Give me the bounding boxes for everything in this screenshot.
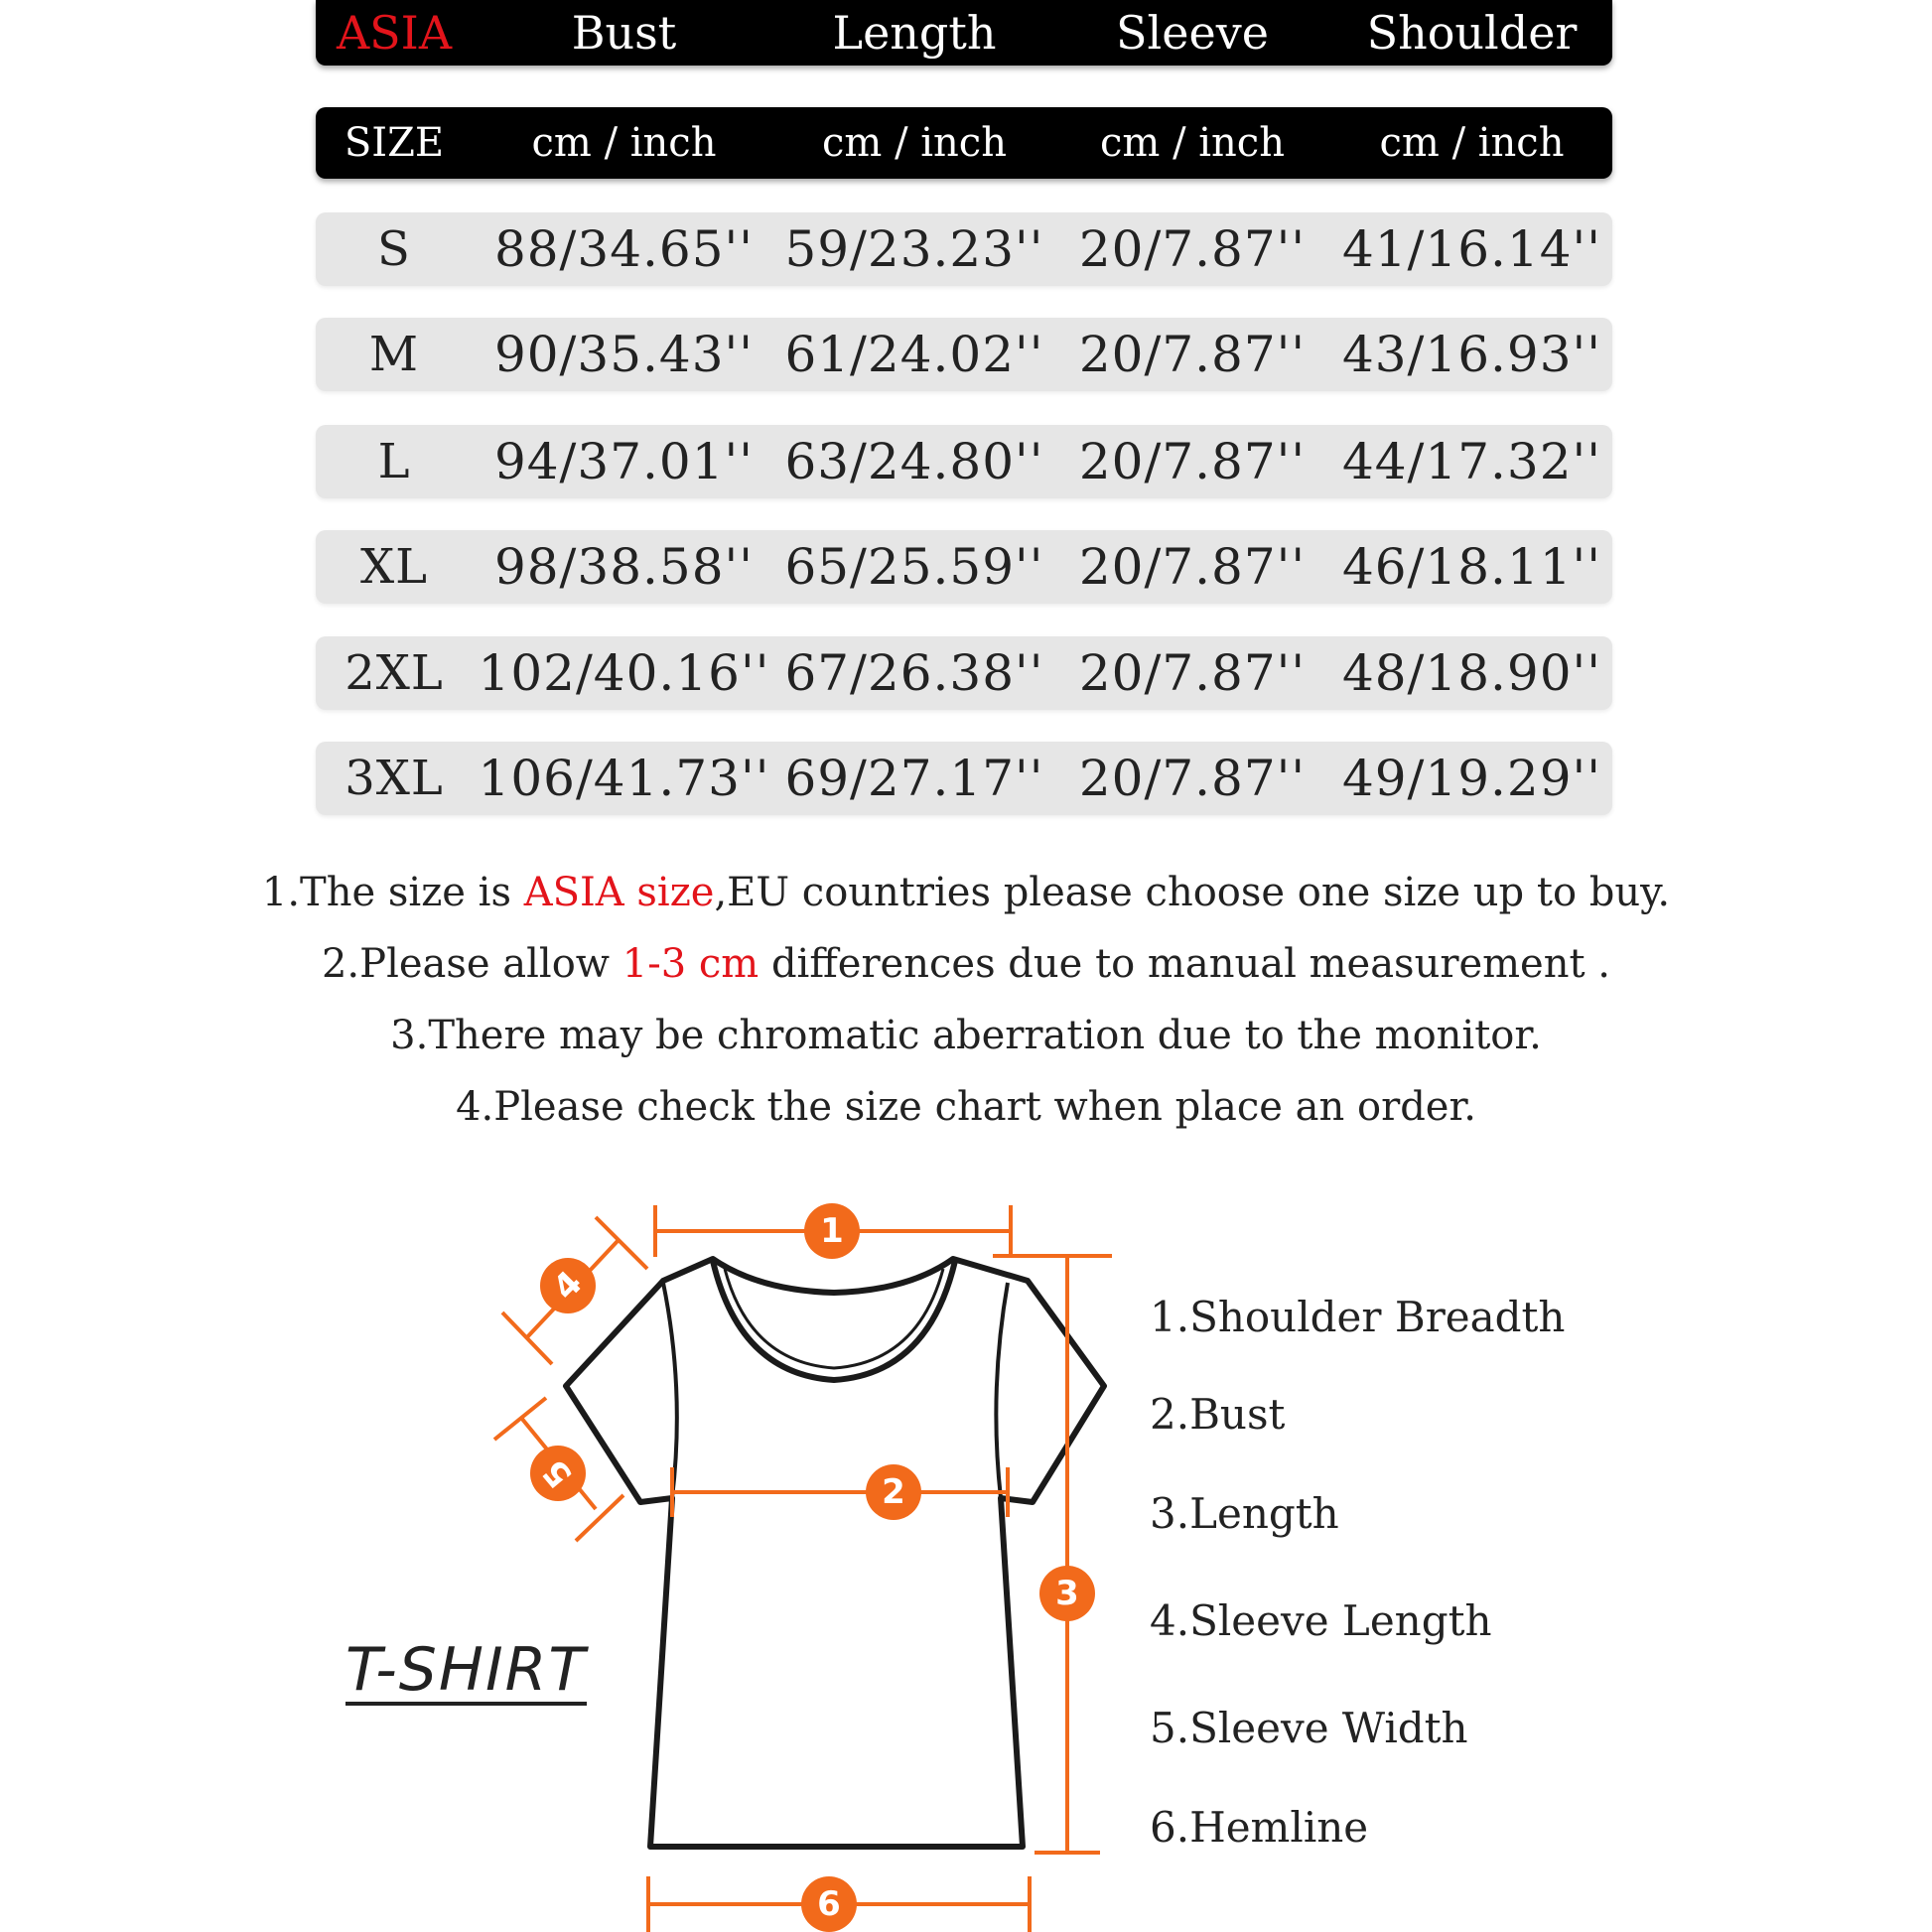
shoulder-cell: 44/17.32''	[1341, 433, 1602, 490]
size-cell: L	[377, 434, 411, 489]
size-cell: S	[377, 221, 411, 277]
marker-3: 3	[1055, 1574, 1079, 1613]
tshirt-seam-left	[663, 1283, 677, 1498]
legend-item-sleeve-length: 4.Sleeve Length	[1150, 1596, 1492, 1645]
size-cell: 2XL	[345, 645, 444, 701]
size-cell: XL	[359, 539, 429, 595]
note-1-text-end: ,EU countries please choose one size up to buy.	[714, 870, 1671, 915]
measure-tick	[576, 1495, 623, 1541]
bust-cell: 94/37.01''	[493, 433, 755, 490]
legend-item-hemline: 6.Hemline	[1150, 1803, 1369, 1852]
note-4: 4.Please check the size chart when place an order.	[456, 1084, 1476, 1130]
length-cell: 67/26.38''	[784, 644, 1044, 702]
region-label: ASIA	[336, 6, 453, 60]
note-1-text: 1.The size is	[261, 870, 524, 915]
sleeve-cell: 20/7.87''	[1078, 220, 1307, 278]
unit-sleeve: cm / inch	[1100, 120, 1285, 166]
note-3: 3.There may be chromatic aberration due to the monitor.	[390, 1013, 1542, 1058]
legend-item-bust: 2.Bust	[1150, 1390, 1286, 1439]
length-cell: 61/24.02''	[784, 326, 1044, 383]
length-cell: 59/23.23''	[784, 220, 1044, 278]
sleeve-cell: 20/7.87''	[1078, 644, 1307, 702]
size-cell: M	[368, 327, 420, 382]
legend-item-shoulder: 1.Shoulder Breadth	[1150, 1293, 1566, 1341]
measure-tick	[494, 1398, 546, 1440]
bust-cell: 88/34.65''	[493, 220, 755, 278]
tshirt-seam-right	[996, 1283, 1008, 1498]
tshirt-collar-inner	[725, 1269, 943, 1368]
length-cell: 63/24.80''	[784, 433, 1044, 490]
column-length: Length	[832, 6, 997, 60]
shoulder-cell: 41/16.14''	[1341, 220, 1602, 278]
size-label: SIZE	[344, 120, 445, 166]
unit-shoulder: cm / inch	[1379, 120, 1565, 166]
measure-tick	[596, 1217, 647, 1269]
length-cell: 65/25.59''	[784, 538, 1044, 596]
note-2-highlight: 1-3 cm	[621, 941, 759, 987]
bust-cell: 106/41.73''	[478, 750, 770, 807]
sleeve-cell: 20/7.87''	[1078, 750, 1307, 807]
note-2-text: 2.Please allow	[321, 941, 622, 987]
legend-item-length: 3.Length	[1150, 1489, 1339, 1538]
sleeve-cell: 20/7.87''	[1078, 433, 1307, 490]
shoulder-cell: 48/18.90''	[1341, 644, 1602, 702]
column-bust: Bust	[571, 6, 677, 60]
column-sleeve: Sleeve	[1116, 6, 1269, 60]
sleeve-cell: 20/7.87''	[1078, 538, 1307, 596]
marker-2: 2	[882, 1472, 905, 1512]
unit-bust: cm / inch	[531, 120, 717, 166]
size-cell: 3XL	[345, 751, 444, 806]
note-2-text-end: differences due to manual measurement .	[759, 941, 1610, 987]
length-cell: 69/27.17''	[784, 750, 1044, 807]
column-shoulder: Shoulder	[1366, 6, 1578, 60]
unit-length: cm / inch	[822, 120, 1007, 166]
bust-cell: 90/35.43''	[493, 326, 755, 383]
marker-1: 1	[820, 1211, 844, 1251]
marker-5: 5	[535, 1451, 581, 1495]
marker-6: 6	[817, 1884, 841, 1924]
shoulder-cell: 46/18.11''	[1341, 538, 1602, 596]
shoulder-cell: 43/16.93''	[1341, 326, 1602, 383]
shoulder-cell: 49/19.29''	[1341, 750, 1602, 807]
legend-item-sleeve-width: 5.Sleeve Width	[1150, 1704, 1468, 1752]
note-1-highlight: ASIA size	[523, 870, 715, 915]
tshirt-title: T-SHIRT	[345, 1635, 587, 1705]
sleeve-cell: 20/7.87''	[1078, 326, 1307, 383]
bust-cell: 102/40.16''	[478, 644, 770, 702]
marker-4: 4	[545, 1263, 591, 1309]
tshirt-outline	[566, 1259, 1104, 1847]
bust-cell: 98/38.58''	[493, 538, 755, 596]
